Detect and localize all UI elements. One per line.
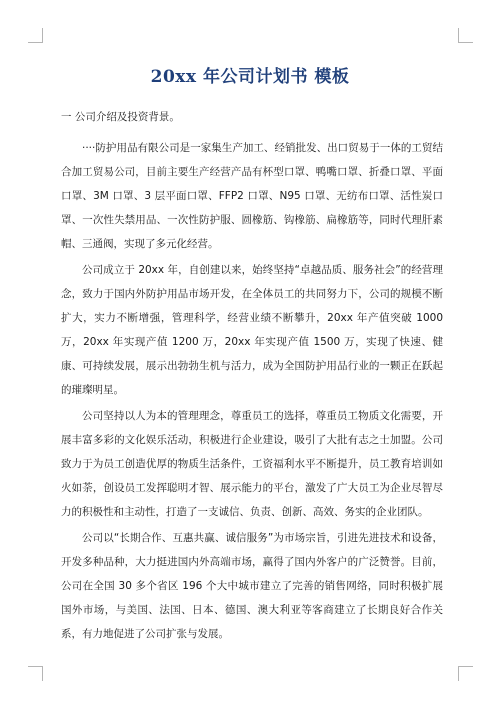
document-title: 20xx 年公司计划书 模板	[150, 67, 350, 87]
paragraph-management-philosophy: 公司坚持以人为本的管理理念，尊重员工的选择，尊重员工物质文化需要，开展丰富多彩的文化娱乐活动，积极进行企业建设，吸引了大批有志之士加盟。公司致力于为员工创造优厚的物质生活条件，工资福利水平不断提升，员工教育培训如火如荼，创设员工发挥聪明才智、展示能力的平台，激发了广大员工为企业尽智尽力的积极性和主动性，打造了一支诚信、负责、创新、高效、务实的企业团队。	[61, 410, 443, 518]
paragraph-company-overview: ····防护用品有限公司是一家集生产加工、经销批发、出口贸易于一体的工贸结合加工贸易公司，目前主要生产经营产品有杯型口罩、鸭嘴口罩、折叠口罩、平面口罩、3M 口罩、3 层平面口罩、FFP2 口罩、N95 口罩、无纺布口罩、活性炭口罩、一次性失禁用品、一次性防护服、圆橡筋、钩橡筋、扁橡筋等，同时代理肝素帽、三通阀，实现了多元化经营。	[61, 142, 443, 250]
crop-mark-top-right	[458, 28, 473, 43]
crop-mark-bottom-left	[28, 666, 43, 681]
paragraph-market-strategy: 公司以“长期合作、互惠共赢、诚信服务”为市场宗旨，引进先进技术和设备，开发多种品种，大力挺进国内外高端市场，赢得了国内外客户的广泛赞誉。目前，公司在全国 30 多个省区 196 个大中城市建立了完善的销售网络，同时积极扩展国外市场，与美国、法国、日本、德国、澳大利亚等客商建立了长期良好合作关系，有力地促进了公司扩张与发展。	[61, 532, 443, 640]
crop-mark-top-left	[28, 28, 43, 43]
section-heading: 一 公司介绍及投资背景。	[61, 111, 180, 123]
paragraph-company-history: 公司成立于 20xx 年，自创建以来，始终坚持“卓越品质、服务社会”的经营理念，致力于国内外防护用品市场开发，在全体员工的共同努力下，公司的规模不断扩大，实力不断增强，管理科学，经营业绩不断攀升，20xx 年产值突破 1000 万，20xx 年实现产值 1200 万，20xx 年实现产值 1500 万，实现了快速、健康、可持续发展，展示出勃勃生机与活力，成为全国防护用品行业的一颗正在跃起的璀璨明星。	[61, 264, 443, 396]
crop-mark-bottom-right	[458, 666, 473, 681]
document-body	[61, 108, 443, 648]
